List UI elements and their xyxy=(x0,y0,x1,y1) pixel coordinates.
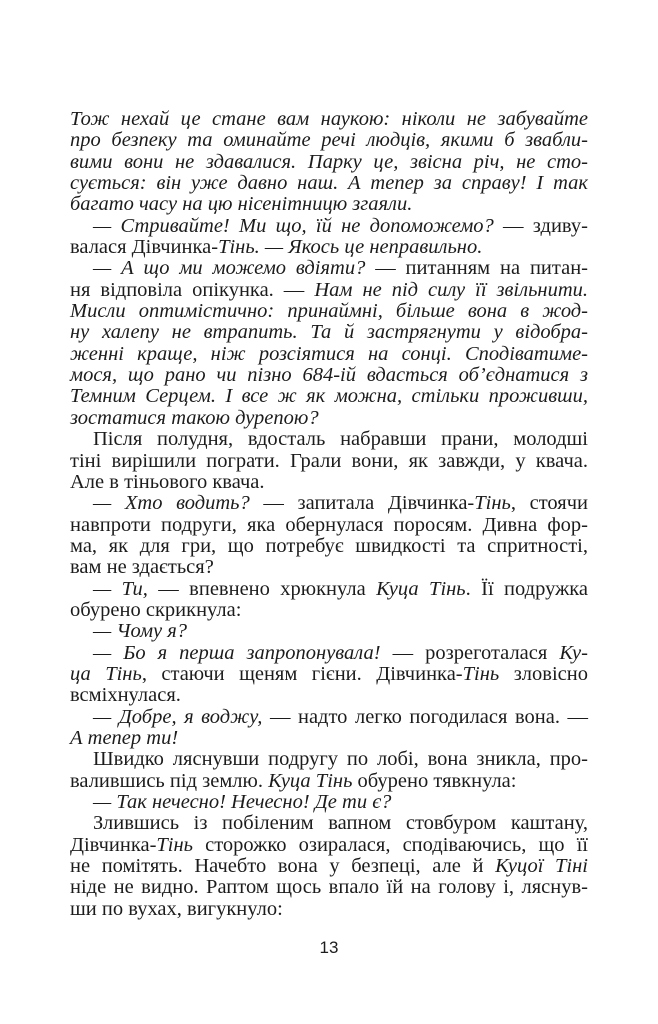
text-line xyxy=(70,493,588,514)
text-line xyxy=(70,536,588,557)
text: , стоячи xyxy=(510,492,589,515)
text: обурено скрикнула: xyxy=(70,598,242,621)
text-line xyxy=(70,557,588,578)
text-line xyxy=(70,685,588,706)
italic-text: вими вони не здавалися. Парку це, звісна річ, не сто- xyxy=(70,150,588,173)
text: не помітять. Начебто вона у безпеці, але й xyxy=(70,855,496,878)
italic-text: мося, що рано чи пізно 684-ій вдасться об’єднатися з xyxy=(70,364,588,387)
text-line xyxy=(70,280,588,301)
text: вам не здається? xyxy=(70,556,214,579)
text: зловісно xyxy=(499,662,588,685)
italic-text: женні краще, ніж розсіятися на сонці. Сподіватиме- xyxy=(70,342,588,365)
text: ма, як для гри, що потребує швидкості та спритності, xyxy=(70,534,588,557)
italic-text: Нам не під силу її звільнити. xyxy=(314,278,588,301)
text-line xyxy=(70,173,588,194)
text: Після полудня, вдосталь набравши прани, молодші xyxy=(93,428,588,451)
text-line xyxy=(70,728,588,749)
text: . Її подружка xyxy=(465,577,588,600)
italic-text: про безпеку та оминайте речі людців, якими б звабли- xyxy=(70,129,588,152)
italic-text: зостатися такою дурепою? xyxy=(70,406,319,429)
text: Але в тіньового квача. xyxy=(70,470,265,493)
text: — питанням на питан- xyxy=(365,257,588,280)
text-line xyxy=(70,365,588,386)
italic-text: сується: він уже давно наш. А тепер за справу! І так xyxy=(70,172,588,195)
italic-text: А тепер ти! xyxy=(70,726,179,749)
text-line xyxy=(70,771,588,792)
text: валася Дівчинка- xyxy=(70,236,219,259)
italic-text: — Хто водить? xyxy=(93,492,250,515)
italic-text: багато часу на цю нісенітницю згаяли. xyxy=(70,193,413,216)
text-line xyxy=(70,344,588,365)
text-line xyxy=(70,152,588,173)
text: Злившись із побіленим вапном стовбуром каштану, xyxy=(93,812,588,835)
text-line xyxy=(70,386,588,407)
body-text xyxy=(70,109,588,920)
text-line xyxy=(70,664,588,685)
italic-text: Темним Серцем. І все ж як можна, стільки проживши, xyxy=(70,385,588,408)
italic-text: Тінь xyxy=(462,662,500,685)
text-line xyxy=(70,899,588,920)
italic-text: — Добре, я воджу, xyxy=(93,705,263,728)
text-line xyxy=(70,322,588,343)
text: ня відповіла опікунка. — xyxy=(70,278,315,301)
italic-text: Ку- xyxy=(559,641,588,664)
text-line xyxy=(70,451,588,472)
text-line xyxy=(70,408,588,429)
text-line xyxy=(70,237,588,258)
text-line xyxy=(70,216,588,237)
italic-text: Куца Тінь xyxy=(268,769,353,792)
text-line xyxy=(70,301,588,322)
text-line xyxy=(70,877,588,898)
italic-text: — Ти, xyxy=(93,577,148,600)
text: — здиву- xyxy=(493,214,588,237)
text-line xyxy=(70,835,588,856)
italic-text: — Так нечесно! Нечесно! Де ти є? xyxy=(93,791,392,813)
text-line xyxy=(70,600,588,621)
text-line xyxy=(70,792,588,813)
italic-text: — Бо я перша запропонувала! xyxy=(93,641,381,664)
text-line xyxy=(70,621,588,642)
text-line xyxy=(70,856,588,877)
page-number: 13 xyxy=(319,938,339,957)
text: , стаючи щеням гієни. Дівчинка- xyxy=(141,662,463,685)
italic-text: Мисли оптимістично: принаймні, більше вона в жод- xyxy=(70,300,588,323)
text-line xyxy=(70,643,588,664)
text: Швидко ляснувши подругу по лобі, вона зникла, про- xyxy=(93,748,588,771)
italic-text: Куца Тінь xyxy=(376,577,466,600)
text-line xyxy=(70,258,588,279)
italic-text: Тінь xyxy=(474,492,511,515)
italic-text: ну халепу не втрапить. Та й застрягнути у відобра- xyxy=(70,321,588,344)
text-line xyxy=(70,579,588,600)
text: — розреготалася xyxy=(380,641,560,664)
text: — запитала Дівчинка- xyxy=(249,492,475,515)
text: — надто легко погодилася вона. — xyxy=(262,705,588,728)
italic-text: Тінь xyxy=(156,833,194,856)
italic-text: — Чому я? xyxy=(93,620,188,643)
text-line xyxy=(70,749,588,770)
italic-text: ца Тінь xyxy=(70,662,142,685)
text: сторожко озиралася, сподіваючись, що її xyxy=(193,833,588,856)
text-line xyxy=(70,813,588,834)
text: ши по вухах, вигукнуло: xyxy=(70,897,283,920)
text: ніде не видно. Раптом щось впало їй на голову і, ляснув- xyxy=(70,876,588,899)
text: тіні вирішили пограти. Грали вони, як завжди, у квача. xyxy=(70,449,588,472)
text: обурено тявкнула: xyxy=(352,769,517,792)
text-line xyxy=(70,472,588,493)
text-line xyxy=(70,109,588,130)
italic-text: Тінь. — Якось це неправильно. xyxy=(218,236,483,259)
text-line xyxy=(70,130,588,151)
text: навпроти подруги, яка обернулася поросям. Дивна фор- xyxy=(70,513,588,536)
italic-text: Куцої Тіні xyxy=(495,855,588,878)
italic-text: Тож нехай це стане вам наукою: ніколи не забувайте xyxy=(70,108,588,130)
text: всміхнулася. xyxy=(70,684,181,707)
italic-text: — А що ми можемо вдіяти? xyxy=(93,257,366,280)
text: Дівчинка- xyxy=(70,833,157,856)
text-line xyxy=(70,429,588,450)
text: валившись під землю. xyxy=(70,769,269,792)
text-line xyxy=(70,515,588,536)
text-line xyxy=(70,707,588,728)
text: — впевнено хрюкнула xyxy=(147,577,377,600)
italic-text: — Стривайте! Ми що, їй не допоможемо? xyxy=(93,214,494,237)
text-line xyxy=(70,194,588,215)
